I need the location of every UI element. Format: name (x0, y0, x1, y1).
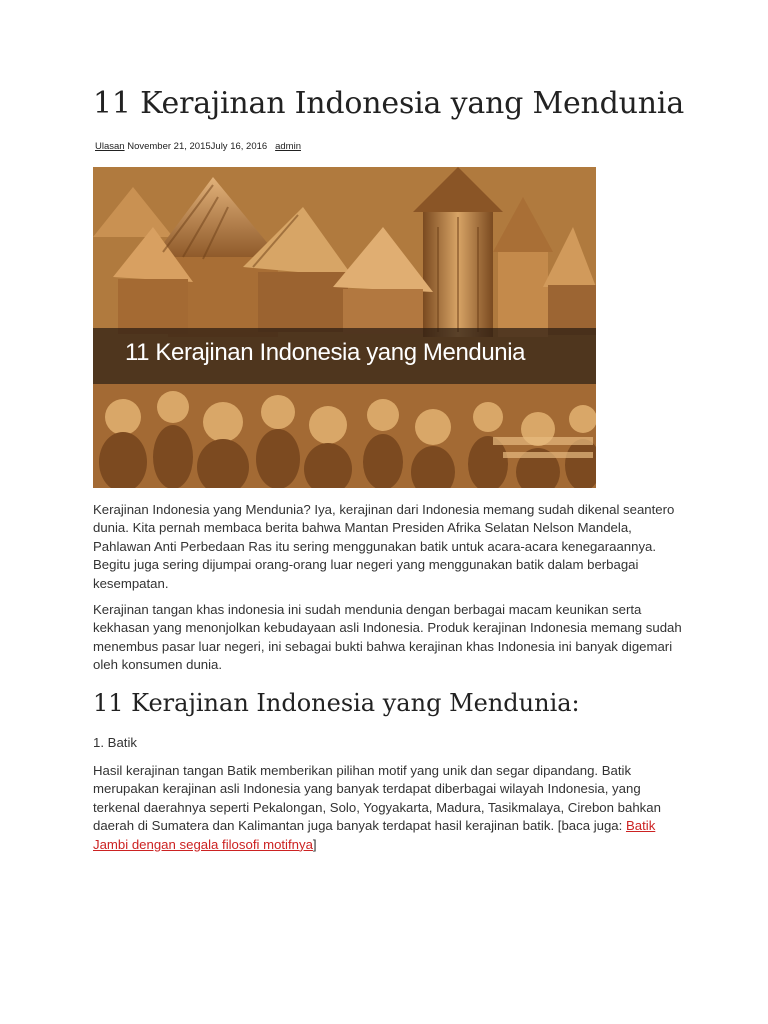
list-item-batik: 1. Batik (93, 735, 137, 750)
intro-paragraph: Kerajinan Indonesia yang Mendunia? Iya, kerajinan dari Indonesia memang sudah dikenal seantero dunia. Kita pernah membaca berita bahwa Mantan Presiden Afrika Selatan Nelson Mandela, Pahlawan Anti Perbedaan Ras itu sering menggunakan batik untuk acara-acara kenegaraannya. Begitu juga sering dijumpai orang-orang luar negeri yang menggunakan batik dalam berbagai kesempatan. (93, 502, 675, 591)
hero-caption: 11 Kerajinan Indonesia yang Mendunia (125, 339, 526, 366)
batik-paragraph-text: Hasil kerajinan tangan Batik memberikan pilihan motif yang unik dan segar dipandang. Batik merupakan kerajinan asli Indonesia yang banyak terdapat diberbagai wilayah Indonesia, yang terkenal daerahnya seperti Pekalongan, Solo, Yogyakarta, Madura, Tasikmalaya, Cirebon bahkan daerah di Sumatera dan Kalimantan juga banyak terdapat hasil kerajinan batik. [baca juga: (93, 763, 661, 834)
category-link[interactable]: Ulasan (95, 141, 125, 152)
article-title: 11 Kerajinan Indonesia yang Mendunia (93, 86, 684, 121)
hero-image (93, 167, 596, 488)
second-paragraph: Kerajinan tangan khas indonesia ini sudah mendunia dengan berbagai macam keunikan serta kekhasan yang menonjolkan kebudayaan asli Indonesia. Produk kerajinan Indonesia memang sudah menembus pasar luar negeri, ini sebagai bukti bahwa kerajinan khas Indonesia ini banyak digemari oleh konsumen dunia. (93, 602, 682, 673)
article-meta (95, 141, 301, 152)
batik-paragraph-closing: ] (312, 836, 317, 852)
batik-jambi-link[interactable]: Batik Jambi dengan segala filosofi motifnya (93, 818, 656, 852)
batik-paragraph (93, 762, 683, 854)
post-dates: November 21, 2015July 16, 2016 (127, 141, 268, 152)
author-link[interactable]: admin (275, 141, 301, 152)
section-heading: 11 Kerajinan Indonesia yang Mendunia: (93, 689, 580, 717)
